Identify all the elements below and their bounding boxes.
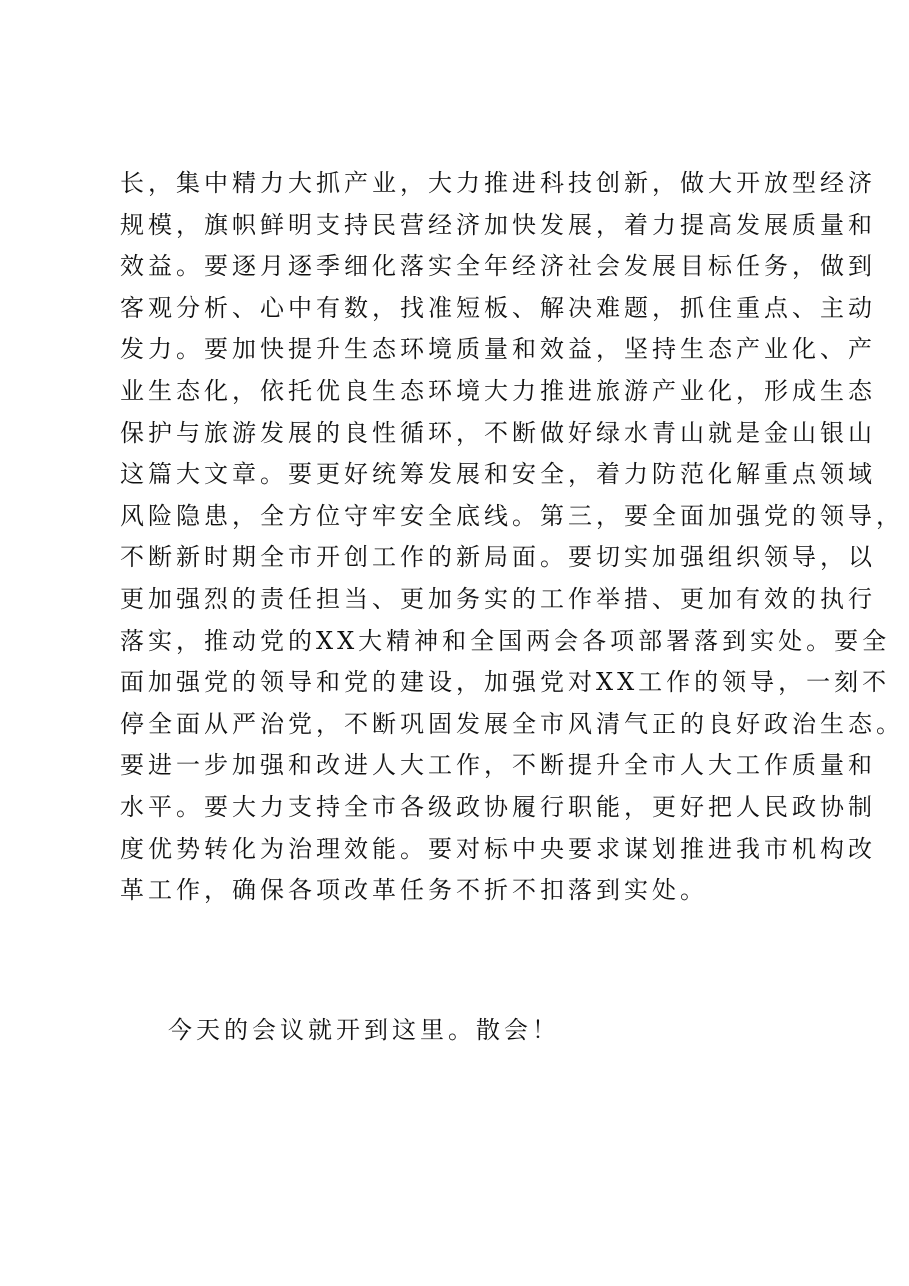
closing-line: 今天的会议就开到这里。散会！ — [168, 1016, 560, 1044]
text-line: 保护与旅游发展的良性循环，不断做好绿水青山就是金山银山 — [120, 418, 876, 447]
text-line: 不断新时期全市开创工作的新局面。要切实加强组织领导，以 — [120, 543, 876, 572]
text-line: 风险隐患，全方位守牢安全底线。第三，要全面加强党的领导， — [120, 501, 904, 530]
body-paragraph — [120, 163, 904, 912]
text-line: 度优势转化为治理效能。要对标中央要求谋划推进我市机构改 — [120, 834, 876, 863]
text-line: 落实，推动党的XX大精神和全国两会各项部署落到实处。要全 — [120, 626, 891, 655]
text-line: 效益。要逐月逐季细化落实全年经济社会发展目标任务，做到 — [120, 252, 876, 281]
text-line: 停全面从严治党，不断巩固发展全市风清气正的良好政治生态。 — [120, 709, 904, 738]
text-line: 规模，旗帜鲜明支持民营经济加快发展，着力提高发展质量和 — [120, 210, 876, 239]
text-line: 发力。要加快提升生态环境质量和效益，坚持生态产业化、产 — [120, 335, 876, 364]
text-line: 革工作，确保各项改革任务不折不扣落到实处。 — [120, 876, 708, 905]
text-line: 更加强烈的责任担当、更加务实的工作举措、更加有效的执行 — [120, 584, 876, 613]
text-line: 面加强党的领导和党的建设，加强党对XX工作的领导，一刻不 — [120, 668, 891, 697]
text-line: 长，集中精力大抓产业，大力推进科技创新，做大开放型经济 — [120, 169, 876, 197]
text-line: 业生态化，依托优良生态环境大力推进旅游产业化，形成生态 — [120, 376, 876, 405]
text-line: 客观分析、心中有数，找准短板、解决难题，抓住重点、主动 — [120, 293, 876, 322]
text-line: 要进一步加强和改进人大工作，不断提升全市人大工作质量和 — [120, 751, 876, 780]
text-line: 水平。要大力支持全市各级政协履行职能，更好把人民政协制 — [120, 792, 876, 821]
text-line: 这篇大文章。要更好统筹发展和安全，着力防范化解重点领域 — [120, 460, 876, 489]
